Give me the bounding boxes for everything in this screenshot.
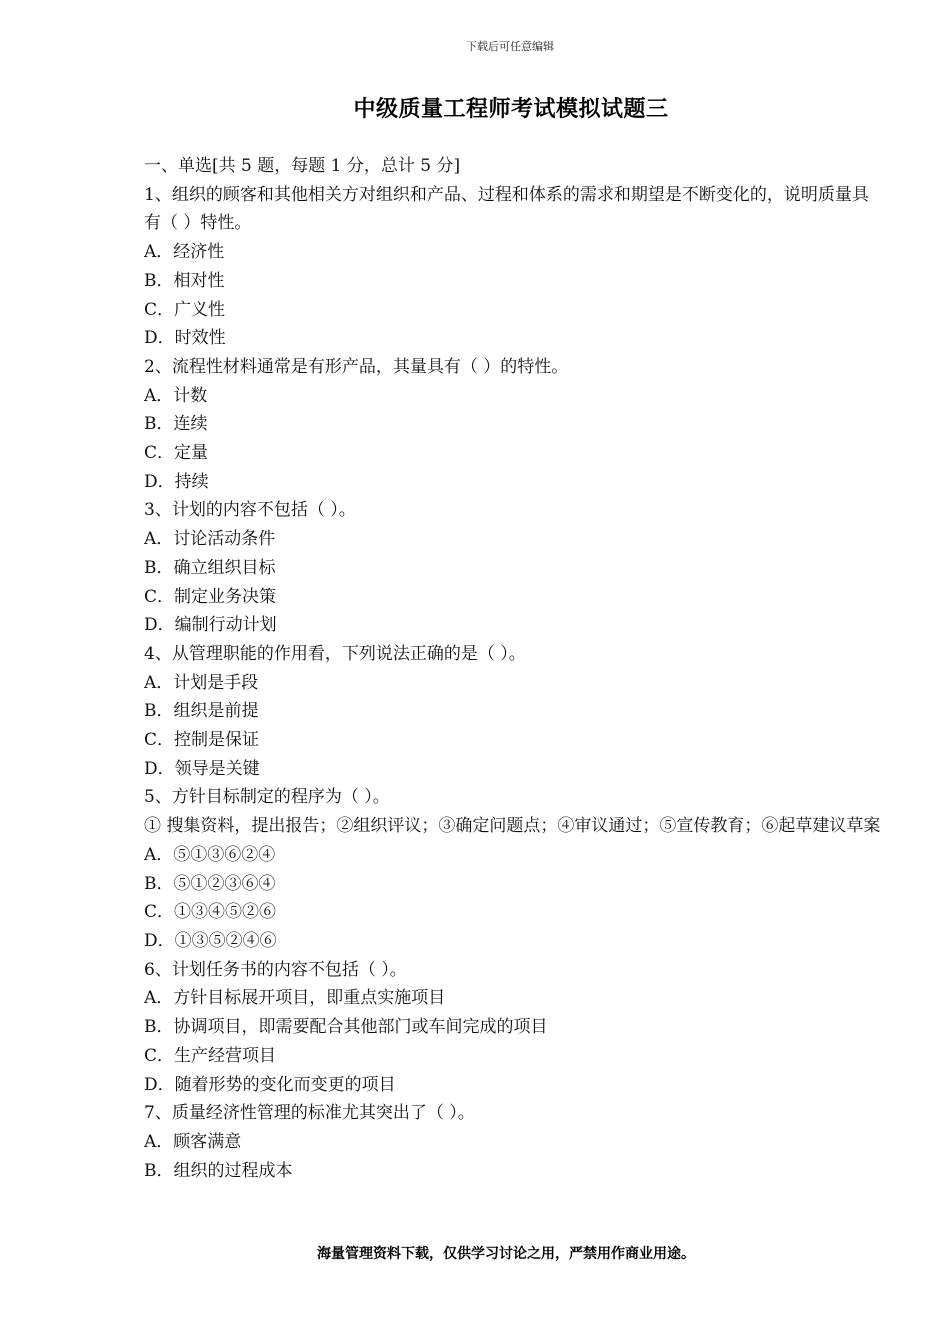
question-5-option-a: A．⑤①③⑥②④ — [144, 844, 276, 865]
question-1-option-d: D．时效性 — [144, 328, 226, 349]
question-6-stem: 6、计划任务书的内容不包括（ ）。 — [144, 959, 407, 980]
question-5-option-d: D．①③⑤②④⑥ — [144, 930, 277, 951]
question-2-option-b: B．连续 — [144, 414, 208, 435]
question-2-option-a: A．计数 — [144, 385, 208, 406]
question-3-option-c: C．制定业务决策 — [144, 586, 277, 607]
question-5-option-b: B．⑤①②③⑥④ — [144, 873, 276, 894]
question-5-extra: ① 搜集资料，提出报告；②组织评议；③确定问题点；④审议通过；⑤宣传教育；⑥起草建议草案 — [144, 816, 881, 837]
question-1-option-b: B．相对性 — [144, 270, 225, 291]
question-3-option-a: A．讨论活动条件 — [144, 529, 276, 550]
question-7-option-b: B．组织的过程成本 — [144, 1160, 293, 1181]
footer-note: 海量管理资料下载，仅供学习讨论之用，严禁用作商业用途。 — [317, 1246, 695, 1262]
question-1-stem: 1、组织的顾客和其他相关方对组织和产品、过程和体系的需求和期望是不断变化的，说明质量具有（ ）特性。 — [144, 184, 869, 234]
question-2-option-d: D．持续 — [144, 471, 209, 492]
question-3-option-b: B．确立组织目标 — [144, 557, 276, 578]
question-4-option-d: D．领导是关键 — [144, 758, 260, 779]
page-title: 中级质量工程师考试模拟试题三 — [353, 96, 669, 122]
header-note: 下载后可任意编辑 — [466, 40, 554, 53]
question-3-stem: 3、计划的内容不包括（ ）。 — [144, 500, 356, 521]
question-1-option-c: C．广义性 — [144, 299, 226, 320]
question-4-option-b: B．组织是前提 — [144, 701, 259, 722]
question-6-option-d: D．随着形势的变化而变更的项目 — [144, 1074, 396, 1095]
section-heading: 一、单选[共 5 题，每题 1 分，总计 5 分] — [144, 156, 461, 176]
question-4-option-a: A．计划是手段 — [144, 672, 259, 693]
question-5-option-c: C．①③④⑤②⑥ — [144, 902, 277, 923]
question-4-stem: 4、从管理职能的作用看，下列说法正确的是（ ）。 — [144, 643, 526, 664]
exam-content — [144, 152, 884, 1185]
question-6-option-c: C．生产经营项目 — [144, 1045, 277, 1066]
question-6-option-a: A．方针目标展开项目，即重点实施项目 — [144, 988, 446, 1009]
question-7-stem: 7、质量经济性管理的标准尤其突出了（ ）。 — [144, 1103, 475, 1124]
question-4-option-c: C．控制是保证 — [144, 730, 260, 751]
question-7-option-a: A．顾客满意 — [144, 1131, 242, 1152]
question-3-option-d: D．编制行动计划 — [144, 615, 277, 636]
question-6-option-b: B．协调项目，即需要配合其他部门或车间完成的项目 — [144, 1017, 548, 1038]
question-1-option-a: A．经济性 — [144, 242, 225, 263]
question-2-option-c: C．定量 — [144, 443, 209, 464]
question-5-stem: 5、方针目标制定的程序为（ ）。 — [144, 787, 390, 808]
question-2-stem: 2、流程性材料通常是有形产品，其量具有（ ）的特性。 — [144, 356, 569, 377]
